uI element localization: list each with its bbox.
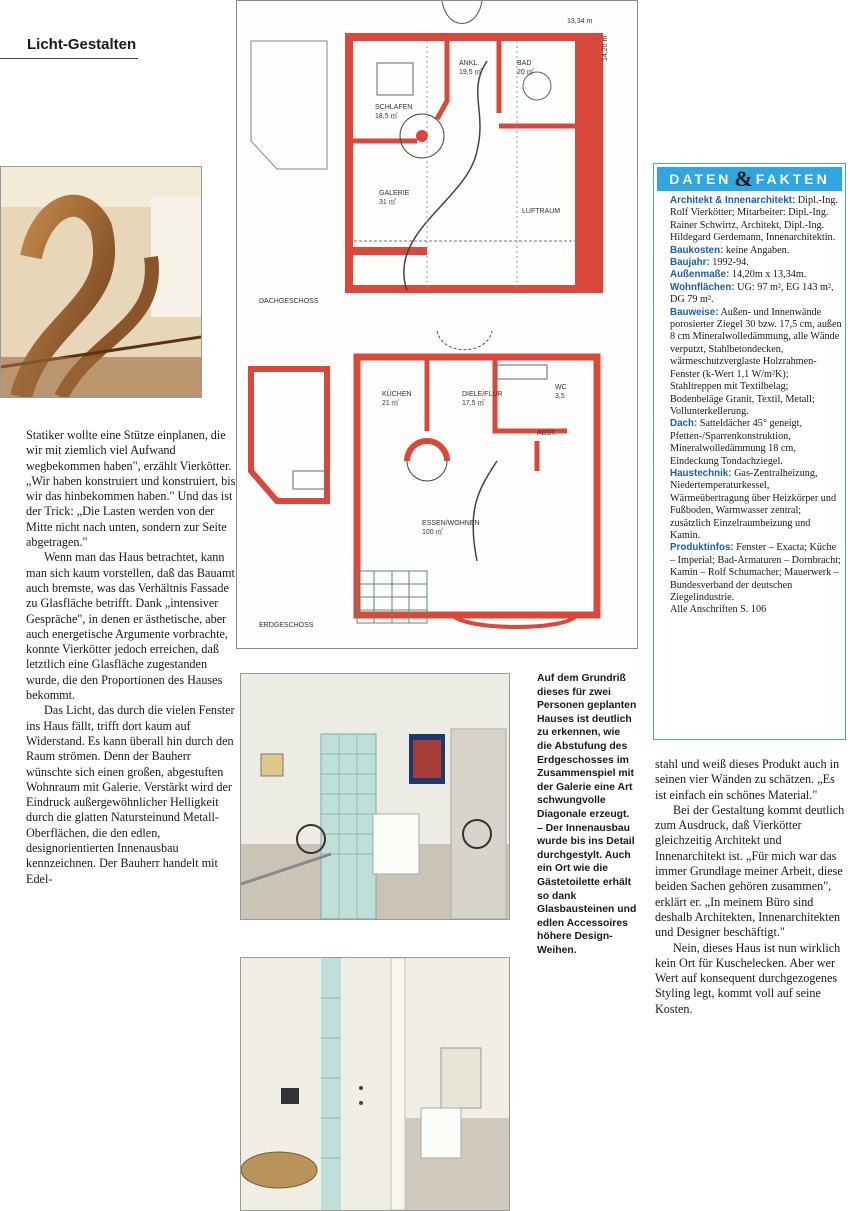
facts-title-left: DATEN (669, 171, 732, 187)
facts-entry (670, 269, 842, 281)
facts-title-right: FAKTEN (755, 171, 830, 187)
facts-value: Dipl.-Ing. Rolf Vierkötter; Mitarbeiter: Dipl.-Ing. Rainer Schwirtz, Architekt, Dipl.-Ing. Hildegard Gerdemann, Innenarchitektin. (670, 195, 838, 244)
facts-box (653, 163, 846, 740)
title-rule (0, 58, 138, 59)
facts-key: Architekt & Innenarchitekt: (670, 195, 796, 206)
facts-value: 1992-94. (712, 257, 749, 269)
facts-entry (670, 307, 842, 419)
article-paragraph: Bei der Gestaltung kommt deutlich zum Ausdruck, daß Vierkötter gleichzeitig Architekt und Innenarchitekt ist. „Für mich war das immer Grundlage meiner Arbeit, diese beiden Sachen gehören zusammen", erklärt er. „In meinem Büro sind deshalb Architekten, Innenarchitekten und Designer beschäftigt." (655, 802, 845, 940)
facts-entry (670, 257, 842, 269)
facts-body (670, 195, 842, 617)
facts-title-amp: & (734, 166, 753, 191)
facts-entry (670, 542, 842, 604)
facts-key: Außenmaße: (670, 269, 730, 281)
facts-value: Fenster – Exacta; Küche – Imperial; Bad-Armaturen – Dornbracht; Kamin – Rolf Schumacher; Mauerwerk – Bundesverband der deutschen Ziegelindustrie. (670, 542, 841, 603)
floor-plan (236, 0, 638, 649)
room-area: 17,5 ㎡ (462, 400, 485, 407)
facts-key: Haustechnik: (670, 467, 732, 479)
facts-key: Wohnflächen: (670, 281, 735, 293)
guest-toilet-photo (240, 957, 510, 1211)
facts-key: Baukosten: (670, 244, 724, 256)
hallway-photo (240, 673, 510, 920)
facts-value: Außen- und Innenwände porosierter Ziegel 30 bzw. 17,5 cm, außen 8 cm Mineralwolledämmung, alle Wände verputzt, Stahlbetondecken, wärmeschutzverglaste Holzrahmen-Fenster (k-Wert 1,1 W/m²K); Stahltreppen mit Textilbelag; Bodenbeläge Granit, Textil, Metall; Vollunterkellerung. (670, 306, 842, 417)
photo-caption: Auf dem Grundriß dieses für zwei Personen geplanten Hauses ist deutlich zu erkennen, wie die Abstufung des Erdgeschosses im Zusammenspiel mit der Galerie eine Art schwungvolle Diagonale erzeugt. – Der Innenausbau wurde bis ins Detail durchgestylt. Auch ein Ort wie die Gästetoilette erhält so dank Glasbausteinen und edlen Accessoires höhere Design-Weihen. (537, 673, 637, 956)
article-paragraph: Statiker wollte eine Stütze einplanen, die wir mit ziemlich viel Aufwand wegbekommen haben", erzählt Vierkötter. „Wir haben konstruiert und konstruiert, bis wir das hinbekommen haben." Und das ist der Trick: „Die Lasten werden von der Mitte nicht nach unten, sondern zur Seite abgetragen." (26, 428, 236, 550)
room-area: 20 ㎡ (517, 69, 534, 76)
room-label: DIELE/FLUR (462, 391, 503, 398)
staircase-photo (0, 166, 202, 398)
room-area: 18,5 ㎡ (375, 113, 398, 120)
room-area: 19,5 ㎡ (459, 69, 482, 76)
room-label: ESSEN/WOHNEN (422, 520, 480, 527)
facts-entry (670, 195, 842, 245)
facts-key: Baujahr: (670, 257, 710, 269)
section-title: Licht-Gestalten (27, 36, 137, 53)
facts-entry (670, 468, 842, 542)
room-label: WC (555, 384, 567, 391)
upper-floor-label: DACHGESCHOSS (259, 298, 319, 305)
facts-key: Bauweise: (670, 306, 719, 318)
room-area: 21 ㎡ (382, 400, 399, 407)
article-paragraph: Das Licht, das durch die vielen Fenster ins Haus fällt, trifft dort kaum auf Widerstand. Es kann überall hin durch den Raum strömen. Denn der Bauherr wünschte sich einen großen, abgestuften Wohnraum mit Galerie. Verstärkt wird der Eindruck außergewöhnlicher Helligkeit durch die glatten Natursteinund Metall-Oberflächen, die den edlen, designorientierten Innenausbau kennzeichnen. Der Bauherr handelt mit Edel- (26, 703, 235, 886)
facts-value: UG: 97 m², EG 143 m², DG 79 m². (670, 281, 834, 306)
article-column-3 (655, 757, 845, 1017)
room-label: ANKL. (459, 60, 480, 67)
room-area: 3,5 (555, 393, 565, 400)
facts-key: Produktinfos: (670, 542, 734, 554)
plan-dim-depth: 14,20 m (602, 35, 609, 61)
facts-value: Alle Anschriften S. 106 (670, 604, 767, 616)
article-paragraph: Wenn man das Haus betrachtet, kann man sich kaum vorstellen, daß das Bauamt auch bremste, was das Verhältnis Fassade zu Glasfläche betrifft. Dank „intensiver Gespräche", in denen er ästhetische, aber auch energetische Argumente vorbrachte, konnte Vierkötter jedoch erreichen, daß letztlich eine Glasfläche zugestanden wurde, die den Proportionen des Hauses bekommt. (26, 550, 235, 703)
room-label: LUFTRAUM (522, 208, 561, 215)
room-area: 100 ㎡ (422, 529, 443, 536)
facts-entry (670, 245, 842, 257)
facts-value: keine Angaben. (725, 244, 790, 256)
plan-dim-width: 13,34 m (567, 18, 593, 25)
room-label: GALERIE (379, 190, 410, 197)
room-label: ABST. (537, 430, 557, 437)
room-label: SCHLAFEN (375, 104, 413, 111)
facts-value: 14,20m x 13,34m. (731, 269, 807, 281)
room-label: KÜCHEN (382, 391, 412, 398)
facts-entry (670, 282, 842, 307)
facts-title (657, 167, 842, 191)
article-paragraph: stahl und weiß dieses Produkt auch in seinen vier Wänden zu schätzen. „Es ist einfach ein schönes Material." (655, 757, 840, 802)
article-column-1 (26, 428, 236, 887)
room-label: BAD (517, 60, 532, 67)
ground-floor-label: ERDGESCHOSS (259, 622, 314, 629)
room-area: 31 ㎡ (379, 199, 396, 206)
facts-key: Dach: (670, 418, 698, 430)
article-paragraph: Nein, dieses Haus ist nun wirklich kein Ort für Kuschelecken. Aber wer Wert auf konsequent durchgezogenes Styling legt, kommt voll auf seine Kosten. (655, 940, 841, 1016)
ground-floor-plan (251, 331, 597, 629)
facts-entry (670, 604, 842, 616)
facts-entry (670, 418, 842, 468)
facts-value: Satteldächer 45° geneigt, Pfetten-/Sparrenkonstruktion, Mineralwolledämmung 18 cm, Eindeckung Tondachziegel. (670, 418, 803, 467)
facts-value: Gas-Zentralheizung, Niedertemperaturkessel, Wärmeübertragung über Heizkörper und Fußboden, Warmwasser zentral; zusätzlich Einzelraumheizung und Kamin. (670, 467, 837, 541)
upper-floor-plan (251, 1, 609, 305)
